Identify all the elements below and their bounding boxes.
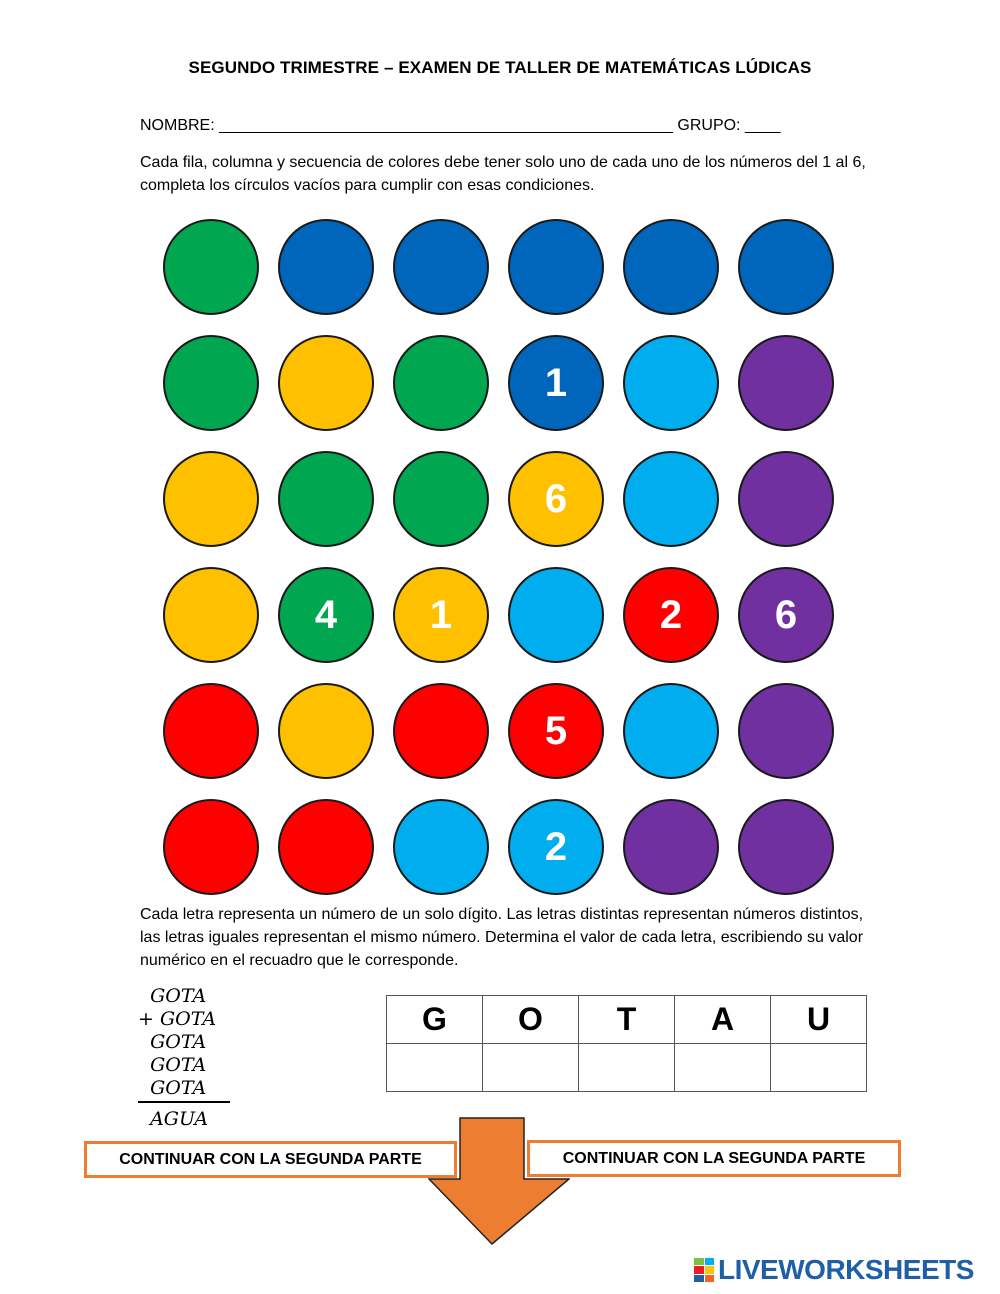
name-group-line[interactable]: NOMBRE: ___________________________________________________ GRUPO: ____	[140, 117, 781, 134]
letter-answer-input[interactable]	[387, 1044, 483, 1092]
letter-header-row	[387, 996, 867, 1044]
gota-addition-equation	[138, 985, 233, 1131]
grid-circle[interactable]	[623, 683, 719, 779]
grid-circle[interactable]	[393, 683, 489, 779]
letter-header: A	[675, 996, 771, 1044]
grid-circle[interactable]	[393, 799, 489, 895]
letter-answer-row	[387, 1044, 867, 1092]
liveworksheets-logo	[694, 1253, 974, 1287]
letter-answer-input[interactable]	[579, 1044, 675, 1092]
grid-circle[interactable]	[623, 799, 719, 895]
equation-line: GOTA	[138, 1077, 207, 1099]
letter-answer-input[interactable]	[675, 1044, 771, 1092]
grid-circle[interactable]	[393, 219, 489, 315]
grid-circle[interactable]	[508, 219, 604, 315]
grid-circle: 5	[508, 683, 604, 779]
instructions-letter-puzzle: Cada letra representa un número de un solo dígito. Las letras distintas representan números distintos, las letras iguales representan el mismo número. Determina el valor de cada letra, escribiendo su valor numérico en el recuadro que le corresponde.	[140, 906, 864, 969]
letter-value-table	[386, 995, 867, 1092]
letter-answer-input[interactable]	[483, 1044, 579, 1092]
grid-circle: 1	[508, 335, 604, 431]
letter-header: U	[771, 996, 867, 1044]
grid-circle[interactable]	[163, 683, 259, 779]
grid-circle[interactable]	[278, 335, 374, 431]
grid-circle[interactable]	[163, 451, 259, 547]
brand-name: LIVEWORKSHEETS	[718, 1254, 974, 1285]
grid-circle[interactable]	[163, 567, 259, 663]
grid-circle[interactable]	[623, 219, 719, 315]
letter-header: G	[387, 996, 483, 1044]
equation-line: GOTA	[138, 1031, 207, 1053]
grid-circle[interactable]	[738, 335, 834, 431]
equation-result: AGUA	[138, 1108, 209, 1130]
grid-circle[interactable]	[623, 451, 719, 547]
equation-line: GOTA	[138, 1054, 207, 1076]
grid-circle: 2	[508, 799, 604, 895]
grid-circle: 1	[393, 567, 489, 663]
grid-circle[interactable]	[738, 451, 834, 547]
grid-circle[interactable]	[278, 219, 374, 315]
instructions-color-puzzle: Cada fila, columna y secuencia de colores debe tener solo uno de cada uno de los números del 1 al 6, completa los círculos vacíos para cumplir con esas condiciones.	[140, 154, 866, 194]
continue-button-left[interactable]: CONTINUAR CON LA SEGUNDA PARTE	[84, 1141, 457, 1178]
grid-circle[interactable]	[738, 799, 834, 895]
equation-sum-rule	[138, 1101, 230, 1103]
down-arrow-icon	[428, 1117, 570, 1245]
grid-circle[interactable]	[163, 219, 259, 315]
continue-button-right[interactable]: CONTINUAR CON LA SEGUNDA PARTE	[527, 1140, 901, 1177]
color-number-grid	[163, 219, 838, 895]
equation-line: + GOTA	[138, 1008, 217, 1030]
grid-circle[interactable]	[163, 335, 259, 431]
letter-answer-input[interactable]	[771, 1044, 867, 1092]
grid-circle[interactable]	[393, 451, 489, 547]
grid-circle[interactable]	[738, 219, 834, 315]
grid-circle: 6	[738, 567, 834, 663]
grid-circle[interactable]	[278, 799, 374, 895]
letter-header: O	[483, 996, 579, 1044]
grid-circle[interactable]	[623, 335, 719, 431]
grid-circle: 6	[508, 451, 604, 547]
grid-circle: 4	[278, 567, 374, 663]
grid-circle[interactable]	[738, 683, 834, 779]
grid-circle[interactable]	[163, 799, 259, 895]
equation-line: GOTA	[138, 985, 207, 1007]
liveworksheets-logo-icon	[694, 1258, 714, 1282]
grid-circle[interactable]	[393, 335, 489, 431]
letter-header: T	[579, 996, 675, 1044]
page-title: SEGUNDO TRIMESTRE – EXAMEN DE TALLER DE MATEMÁTICAS LÚDICAS	[188, 58, 812, 77]
grid-circle[interactable]	[278, 451, 374, 547]
grid-circle[interactable]	[508, 567, 604, 663]
grid-circle[interactable]	[278, 683, 374, 779]
grid-circle: 2	[623, 567, 719, 663]
